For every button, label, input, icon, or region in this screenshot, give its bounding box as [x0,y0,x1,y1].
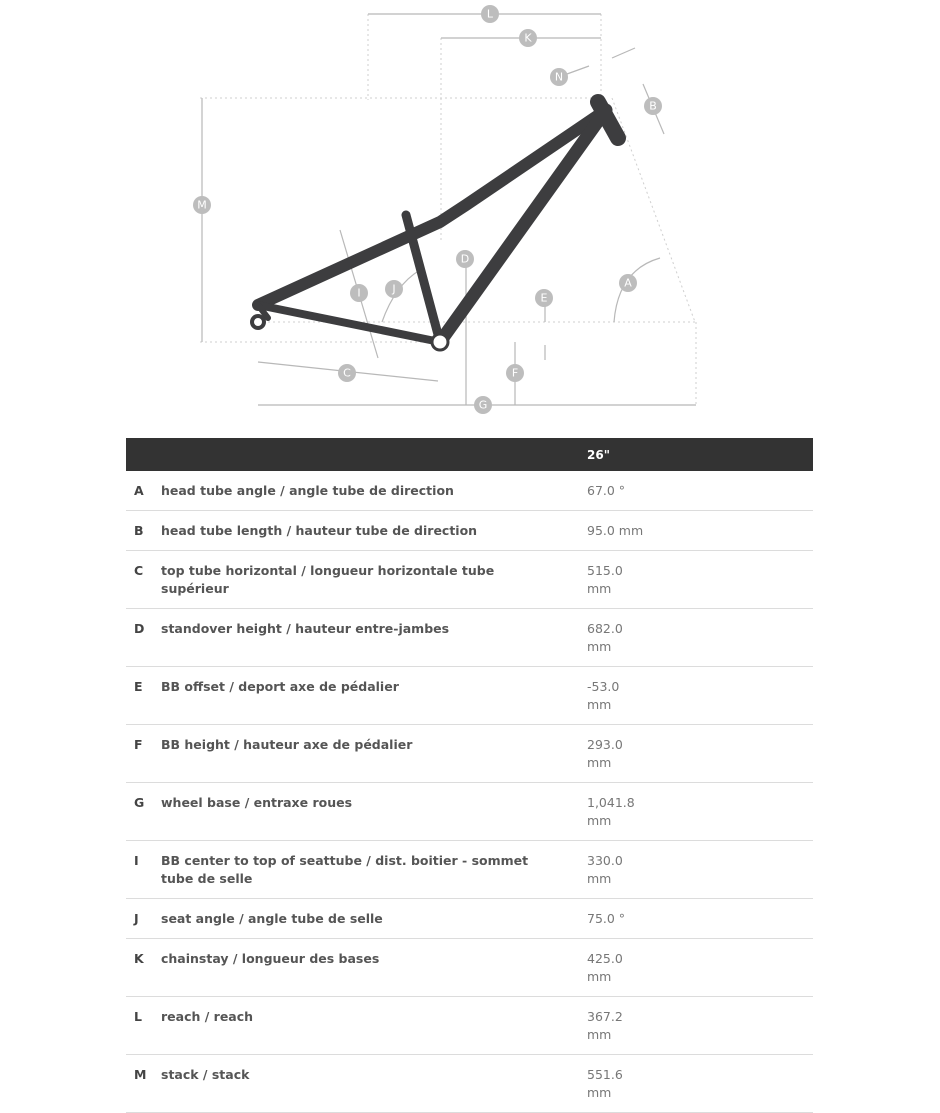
table-row [126,551,813,609]
marker-m [193,196,211,214]
frame-geometry-diagram [0,0,940,430]
svg-text:B: B [649,99,657,113]
row-desc: standover height / hauteur entre-jambes [161,609,587,667]
marker-g [474,396,492,414]
row-key: B [126,511,161,551]
row-desc: BB offset / deport axe de pédalier [161,667,587,725]
row-desc: BB height / hauteur axe de pédalier [161,725,587,783]
svg-text:C: C [343,366,351,380]
row-key: D [126,609,161,667]
row-key: A [126,471,161,511]
row-key: G [126,783,161,841]
table-header-row [126,438,813,471]
table-row [126,841,813,899]
header-desc-cell [161,438,587,471]
row-key: M [126,1055,161,1113]
row-value: 515.0 mm [587,551,813,609]
row-value: 682.0 mm [587,609,813,667]
row-desc: wheel base / entraxe roues [161,783,587,841]
marker-d [456,250,474,268]
row-value: 95.0 mm [587,511,813,551]
row-desc: BB center to top of seattube / dist. boitier - sommet tube de selle [161,841,587,899]
row-desc: head tube angle / angle tube de direction [161,471,587,511]
table-row [126,471,813,511]
row-desc: top tube horizontal / longueur horizontale tube supérieur [161,551,587,609]
header-size: 26" [587,438,813,471]
svg-text:M: M [197,198,207,212]
row-desc: chainstay / longueur des bases [161,939,587,997]
svg-text:D: D [460,252,470,266]
row-value: 1,041.8 mm [587,783,813,841]
marker-f [506,364,524,382]
svg-text:I: I [357,286,361,300]
row-key: I [126,841,161,899]
marker-a [619,274,637,292]
row-key: K [126,939,161,997]
table-row [126,899,813,939]
bike-frame [252,102,618,350]
row-key: J [126,899,161,939]
row-key: L [126,997,161,1055]
marker-i [350,284,368,302]
marker-c [481,5,499,23]
row-value: 367.2 mm [587,997,813,1055]
markers [193,5,662,414]
row-value: 551.6 mm [587,1055,813,1113]
row-key: C [126,551,161,609]
row-key: E [126,667,161,725]
marker-k [338,364,356,382]
table-row [126,511,813,551]
marker-e [535,289,553,307]
svg-text:L: L [486,7,494,21]
table-row [126,667,813,725]
svg-text:A: A [624,276,632,290]
row-value: -53.0 mm [587,667,813,725]
marker-n [550,68,568,86]
table-row [126,609,813,667]
row-value: 293.0 mm [587,725,813,783]
row-value: 330.0 mm [587,841,813,899]
table-row [126,1055,813,1113]
table-row [126,939,813,997]
table-row [126,783,813,841]
svg-text:N: N [554,70,564,84]
table-row [126,997,813,1055]
svg-text:J: J [392,282,396,296]
table-row [126,725,813,783]
geometry-table [126,438,813,1113]
svg-text:E: E [540,291,548,305]
row-desc: reach / reach [161,997,587,1055]
marker-l [519,29,537,47]
row-desc: seat angle / angle tube de selle [161,899,587,939]
svg-text:F: F [511,366,519,380]
row-value: 425.0 mm [587,939,813,997]
row-key: F [126,725,161,783]
svg-text:K: K [524,31,532,45]
header-key-cell [126,438,161,471]
row-value: 67.0 ° [587,471,813,511]
marker-j [385,280,403,298]
row-value: 75.0 ° [587,899,813,939]
marker-b [644,97,662,115]
svg-text:G: G [478,398,488,412]
row-desc: head tube length / hauteur tube de direction [161,511,587,551]
row-desc: stack / stack [161,1055,587,1113]
